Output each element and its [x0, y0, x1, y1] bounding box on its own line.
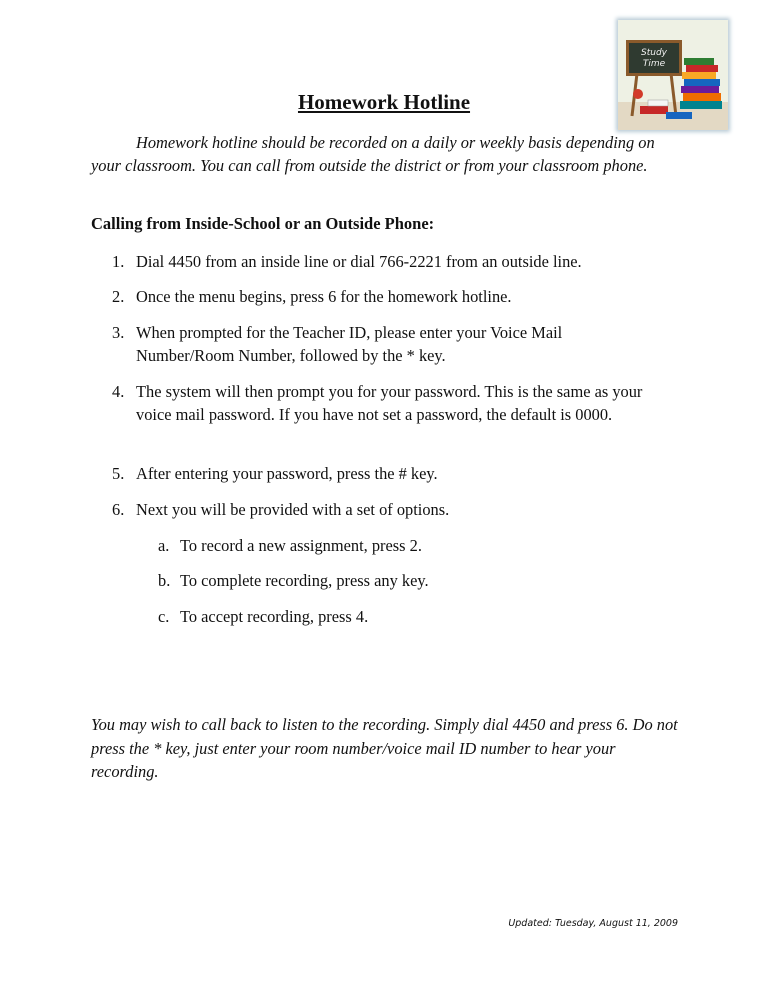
sub-list-item-text: To accept recording, press 4.: [180, 607, 369, 626]
intro-paragraph: Homework hotline should be recorded on a daily or weekly basis depending on your classroom. You can call from outside the district or from your classroom phone.: [91, 133, 655, 175]
list-item-number: 6.: [112, 500, 125, 519]
list-item: [112, 285, 672, 308]
board-text-1: Study: [641, 48, 667, 58]
list-item: [112, 250, 672, 273]
list-item-number: 2.: [112, 287, 125, 306]
list-item-number: 3.: [112, 323, 125, 342]
list-item: [112, 321, 612, 367]
list-item-number: 1.: [112, 252, 125, 271]
sub-list-item: [158, 569, 658, 592]
list-item-text: Dial 4450 from an inside line or dial 766-2221 from an outside line.: [136, 252, 582, 271]
list-item: [112, 462, 672, 485]
list-item-text: The system will then prompt you for your password. This is the same as your voice mail password. If you have not set a password, the default is 0000.: [136, 382, 643, 424]
list-item-text: Next you will be provided with a set of options.: [136, 500, 450, 519]
closing-paragraph: You may wish to call back to listen to the recording. Simply dial 4450 and press 6. Do not press the * key, just enter your room number/voice mail ID number to hear your recording.: [91, 715, 678, 781]
page-title: Homework Hotline: [297, 90, 471, 114]
sub-list-item-letter: c.: [158, 607, 170, 626]
list-item-text: After entering your password, press the # key.: [136, 464, 438, 483]
sub-list-item-letter: b.: [158, 571, 171, 590]
board-text-2: Time: [642, 59, 666, 69]
list-item-text: Once the menu begins, press 6 for the homework hotline.: [136, 287, 512, 306]
sub-list-item-text: To record a new assignment, press 2.: [180, 536, 422, 555]
sub-list-item: [158, 605, 658, 628]
list-item: [112, 498, 672, 521]
list-item-number: 5.: [112, 464, 125, 483]
list-item: [112, 380, 652, 426]
list-item-number: 4.: [112, 382, 125, 401]
sub-list-item: [158, 534, 658, 557]
sub-list-item-letter: a.: [158, 536, 170, 555]
list-item-text: When prompted for the Teacher ID, please enter your Voice Mail Number/Room Number, followed by the * key.: [136, 323, 563, 365]
updated-footer: Updated: Tuesday, August 11, 2009: [508, 918, 678, 929]
section-heading: Calling from Inside-School or an Outside Phone:: [91, 214, 435, 233]
sub-list-item-text: To complete recording, press any key.: [180, 571, 429, 590]
